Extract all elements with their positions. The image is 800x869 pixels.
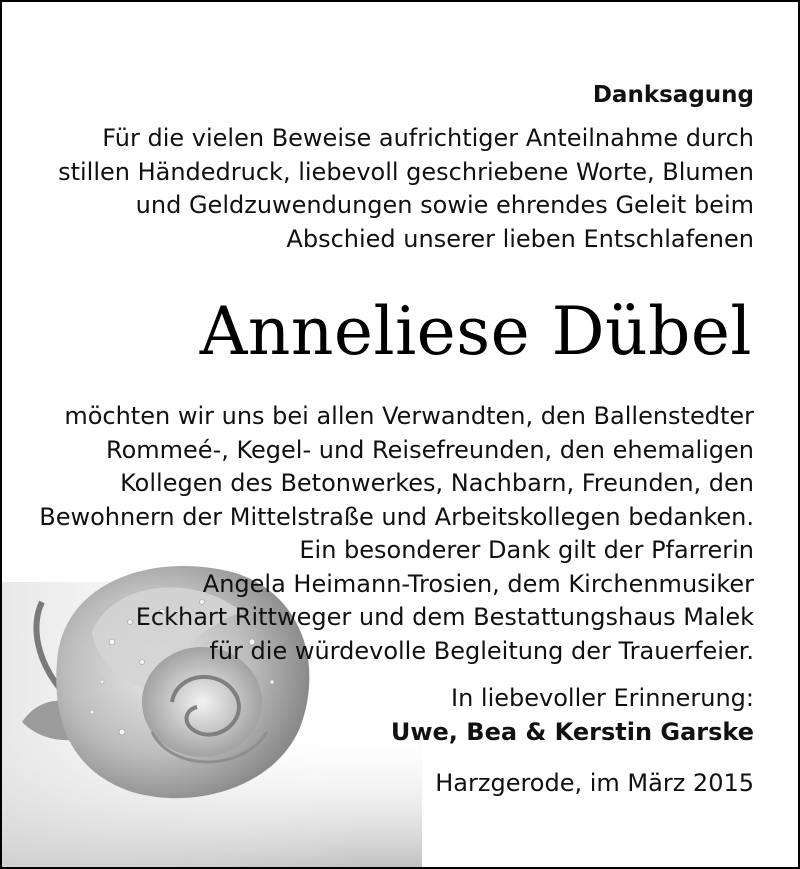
body-line: Kollegen des Betonwerkes, Nachbarn, Freunden, den (120, 469, 754, 497)
body-line: für die würdevolle Begleitung der Trauerfeier. (209, 636, 754, 665)
intro-line: Abschied unserer lieben Entschlafenen (286, 224, 754, 253)
intro-line: stillen Händedruck, liebevoll geschriebene Worte, Blumen (58, 157, 754, 186)
place-date: Harzgerode, im März 2015 (435, 769, 754, 797)
deceased-name: Anneliese Dübel (199, 293, 752, 370)
closing-text: In liebevoller Erinnerung: (451, 684, 754, 712)
body-line: Ein besonderer Dank gilt der Pfarrerin (299, 536, 754, 564)
body-line: möchten wir uns bei allen Verwandten, den Ballenstedter (64, 402, 754, 430)
body-line: Angela Heimann-Trosien, dem Kirchenmusiker (202, 569, 754, 598)
body-line: Rommeé-, Kegel- und Reisefreunden, den ehemaligen (106, 435, 754, 464)
text-content (2, 2, 798, 867)
signers: Uwe, Bea & Kerstin Garske (390, 717, 754, 746)
intro-line: Für die vielen Beweise aufrichtiger Anteilnahme durch (102, 124, 754, 152)
intro-line: und Geldzuwendungen sowie ehrendes Geleit beim (135, 191, 754, 219)
closing-block (391, 682, 754, 749)
body-line: Eckhart Rittweger und dem Bestattungshaus Malek (135, 603, 754, 631)
intro-paragraph (54, 122, 754, 256)
body-paragraph (0, 400, 754, 668)
heading: Danksagung (592, 82, 754, 108)
body-line: Bewohnern der Mittelstraße und Arbeitskollegen bedanken. (39, 502, 754, 531)
